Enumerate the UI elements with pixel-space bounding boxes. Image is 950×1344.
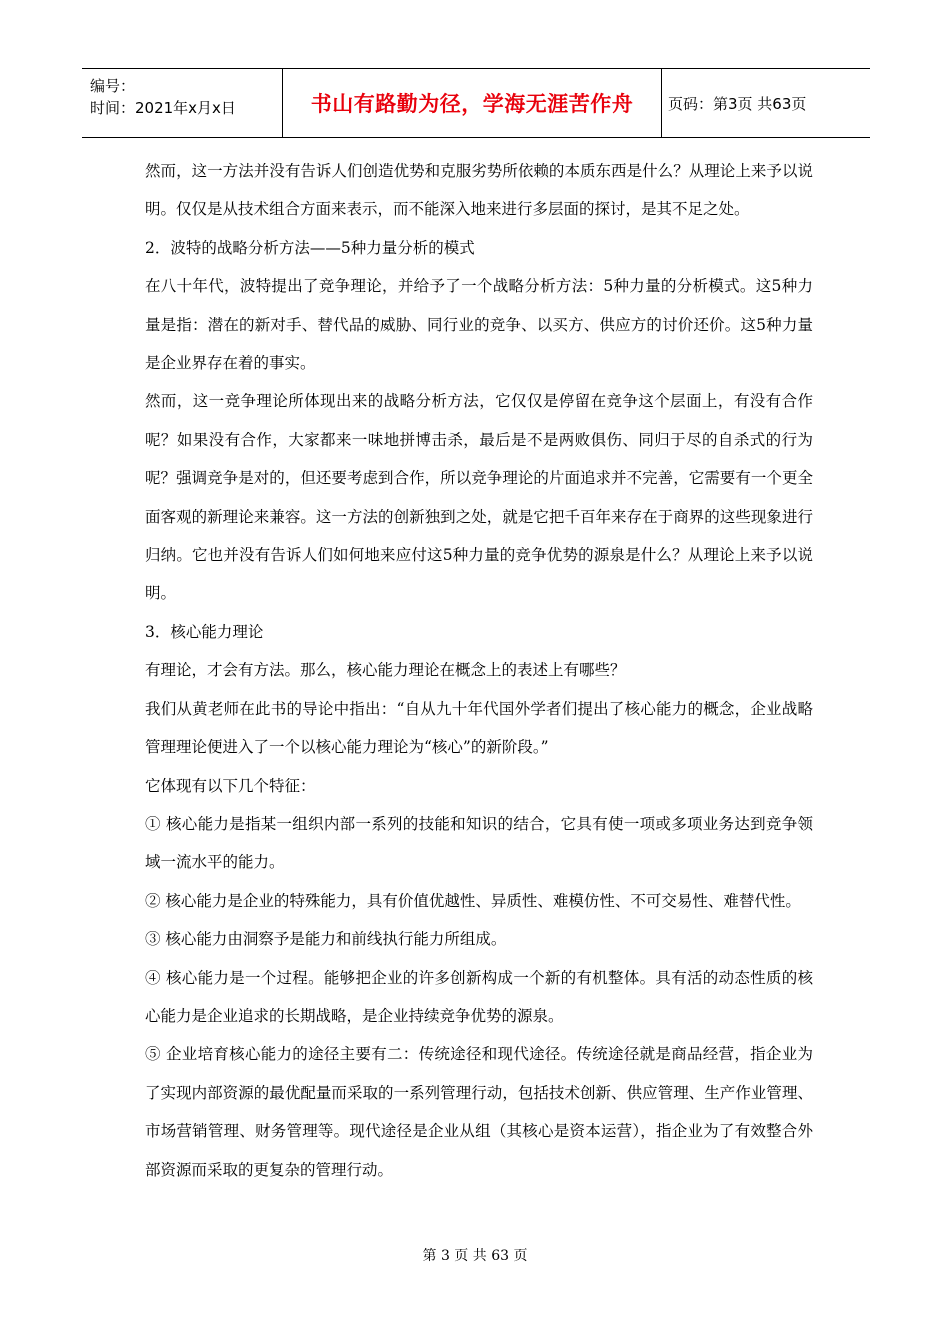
paragraph: 它体现有以下几个特征： [145,776,316,795]
page-info-text: 页码：第3页 共63页 [668,94,807,113]
paragraph: 我们从黄老师在此书的导论中指出：“自从九十年代国外学者们提出了核心能力的概念，企业战略管理理论便进入了一个以核心能力理论为“核心”的新阶段。” [145,699,813,757]
list-item: ⑤ 企业培育核心能力的途径主要有二：传统途径和现代途径。传统途径就是商品经营，指企业为了实现内部资源的最优配量而采取的一系列管理行动，包括技术创新、供应管理、生产作业管理、市场营销管理、财务管理等。现代途径是企业从组（其核心是资本运营），指企业为了有效整合外部资源而采取的更复杂的管理行动。 [145,1045,813,1179]
list-item: ④ 核心能力是一个过程。能够把企业的许多创新构成一个新的有机整体。具有活的动态性质的核心能力是企业追求的长期战略，是企业持续竞争优势的源泉。 [145,968,813,1025]
serial-label: 编号： [90,77,136,95]
list-item: ③ 核心能力由洞察予是能力和前线执行能力所组成。 [145,930,507,949]
section-heading: 3．核心能力理论 [145,622,264,641]
time-label: 时间：2021年x月x日 [90,99,236,117]
paragraph: 在八十年代，波特提出了竞争理论，并给予了一个战略分析方法：5种力量的分析模式。这5种力量是指：潜在的新对手、替代品的威胁、同行业的竞争、以买方、供应方的讨价还价。这5种力量是企业界存在着的事实。 [145,277,813,373]
motto-text: 书山有路勤为径，学海无涯苦作舟 [310,92,634,116]
page-footer [0,1245,950,1265]
header-meta [82,69,282,137]
page-header [82,68,870,138]
paragraph: 然而，这一竞争理论所体现出来的战略分析方法，它仅仅是停留在竞争这个层面上，有没有合作呢？如果没有合作，大家都来一味地拼博击杀，最后是不是两败俱伤、同归于尽的自杀式的行为呢？强调竞争是对的，但还要考虑到合作，所以竞争理论的片面追求并不完善，它需要有一个更全面客观的新理论来兼容。这一方法的创新独到之处，就是它把千百年来存在于商界的这些现象进行归纳。它也并没有告诉人们如何地来应付这5种力量的竞争优势的源泉是什么？从理论上来予以说明。 [145,392,813,603]
header-motto-cell [282,69,662,137]
footer-page-number: 第 3 页 共 63 页 [422,1248,528,1264]
header-page-info [662,69,870,137]
paragraph: 然而，这一方法并没有告诉人们创造优势和克服劣势所依赖的本质东西是什么？从理论上来予以说明。仅仅是从技术组合方面来表示，而不能深入地来进行多层面的探讨，是其不足之处。 [145,162,813,219]
section-heading: 2．波特的战略分析方法——5种力量分析的模式 [145,238,475,257]
document-body [145,152,813,1189]
paragraph: 有理论，才会有方法。那么，核心能力理论在概念上的表述上有哪些？ [145,661,626,680]
list-item: ① 核心能力是指某一组织内部一系列的技能和知识的结合，它具有使一项或多项业务达到竞争领域一流水平的能力。 [145,814,813,872]
list-item: ② 核心能力是企业的特殊能力，具有价值优越性、异质性、难模仿性、不可交易性、难替代性。 [145,891,801,910]
